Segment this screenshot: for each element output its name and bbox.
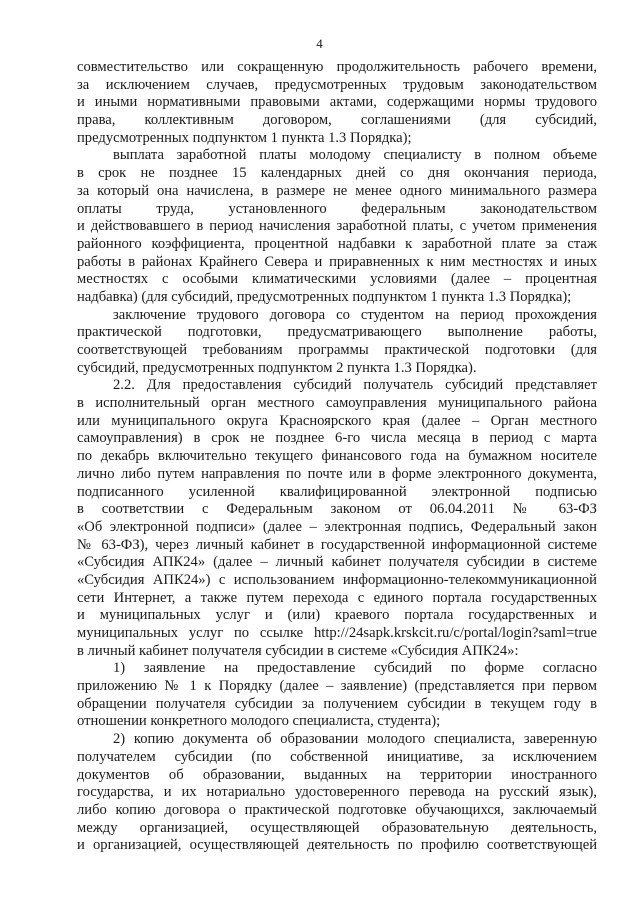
- text-line: надбавка) (для субсидий, предусмотренных подпунктом 1 пункта 1.3 Порядка);: [77, 288, 572, 305]
- text-line: либо копию договора о практической подготовке обучающихся, заключаемый: [77, 801, 597, 818]
- text-line: субсидий, предусмотренных подпунктом 2 пункта 1.3 Порядка).: [77, 359, 477, 376]
- text-line: 1) заявление на предоставление субсидий по форме согласно: [113, 660, 597, 677]
- text-line: заключение трудового договора со студентом на период прохождения: [113, 306, 597, 323]
- text-line: оплаты труда, установленного федеральным законодательством: [77, 200, 597, 217]
- text-line: самоуправления) в срок не позднее 6-го числа месяца в период с марта: [77, 430, 597, 447]
- text-line: совместительство или сокращенную продолжительность рабочего времени,: [77, 59, 597, 75]
- text-line: муниципальных услуг по ссылке http://24sapk.krskcit.ru/c/portal/login?saml=true: [77, 625, 597, 641]
- text-line: за который она начислена, в размере не менее одного минимального размера: [77, 182, 597, 199]
- text-line: 2) копию документа об образовании молодого специалиста, заверенную: [113, 731, 597, 748]
- text-line: по декабрь включительно текущего финансового года на бумажном носителе: [77, 448, 597, 465]
- text-line: «Субсидия АПК24» (далее – личный кабинет получателя субсидии в системе: [77, 554, 597, 571]
- text-line: и муниципальных услуг и (или) краевого портала государственных и: [77, 607, 597, 624]
- text-line: лично либо путем направления по почте или в форме электронного документа,: [77, 465, 597, 482]
- page-number: 4: [316, 36, 323, 51]
- text-line: соответствующей требованиям программы практической подготовки (для: [77, 342, 597, 358]
- text-line: и иными нормативными правовыми актами, содержащими нормы трудового: [77, 94, 597, 111]
- text-line: практической подготовки, предусматривающего выполнение работы,: [77, 324, 597, 341]
- text-line: подписанного усиленной квалифицированной электронной подписью: [77, 483, 597, 500]
- document-body: [77, 59, 597, 855]
- text-line: документов об образовании, выданных на территории иностранного: [77, 766, 597, 783]
- text-line: обращении получателя субсидии за получением субсидии в текущем году в: [77, 695, 597, 712]
- text-line: в личный кабинет получателя субсидии в системе «Субсидия АПК24»:: [77, 642, 519, 659]
- text-line: и действовавшего в период начисления заработной платы, с учетом применения: [77, 218, 597, 235]
- text-line: права, коллективным договором, соглашениями (для субсидий,: [77, 112, 597, 129]
- text-line: или муниципального округа Красноярского края (далее – Орган местного: [77, 412, 597, 429]
- text-line: № 63-ФЗ), через личный кабинет в государственной информационной системе: [77, 536, 597, 553]
- text-line: в срок не позднее 15 календарных дней со дня окончания периода,: [77, 165, 597, 182]
- text-line: государства, и их нотариально удостоверенного перевода на русский язык),: [77, 784, 597, 801]
- text-line: между организацией, осуществляющей образовательную деятельность,: [77, 819, 597, 836]
- text-line: 2.2. Для предоставления субсидий получатель субсидий представляет: [113, 377, 597, 394]
- text-line: местностях с особыми климатическими условиями (далее – процентная: [77, 271, 597, 288]
- text-line: приложению № 1 к Порядку (далее – заявление) (представляется при первом: [77, 678, 597, 695]
- text-line: «Субсидия АПК24») с использованием информационно-телекоммуникационной: [77, 571, 597, 588]
- text-line: работы в районах Крайнего Севера и приравненных к ним местностях и иных: [77, 253, 597, 270]
- text-line: районного коэффициента, процентной надбавки к заработной плате за стаж: [77, 235, 597, 252]
- text-line: в исполнительный орган местного самоуправления муниципального района: [77, 395, 597, 412]
- text-line: за исключением случаев, предусмотренных трудовым законодательством: [77, 76, 597, 93]
- text-line: выплата заработной платы молодому специалисту в полном объеме: [113, 147, 597, 164]
- text-line: предусмотренных подпунктом 1 пункта 1.3 Порядка);: [77, 129, 412, 146]
- text-line: отношении конкретного молодого специалиста, студента);: [77, 713, 441, 730]
- text-line: получателем субсидии (по собственной инициативе, за исключением: [77, 748, 597, 765]
- text-line: сети Интернет, а также путем перехода с единого портала государственных: [77, 589, 597, 606]
- text-line: в соответствии с Федеральным законом от 06.04.2011 № 63-ФЗ: [77, 501, 597, 518]
- text-line: «Об электронной подписи» (далее – электронная подпись, Федеральный закон: [77, 518, 597, 535]
- text-line: и организацией, осуществляющей деятельность по профилю соответствующей: [77, 837, 597, 854]
